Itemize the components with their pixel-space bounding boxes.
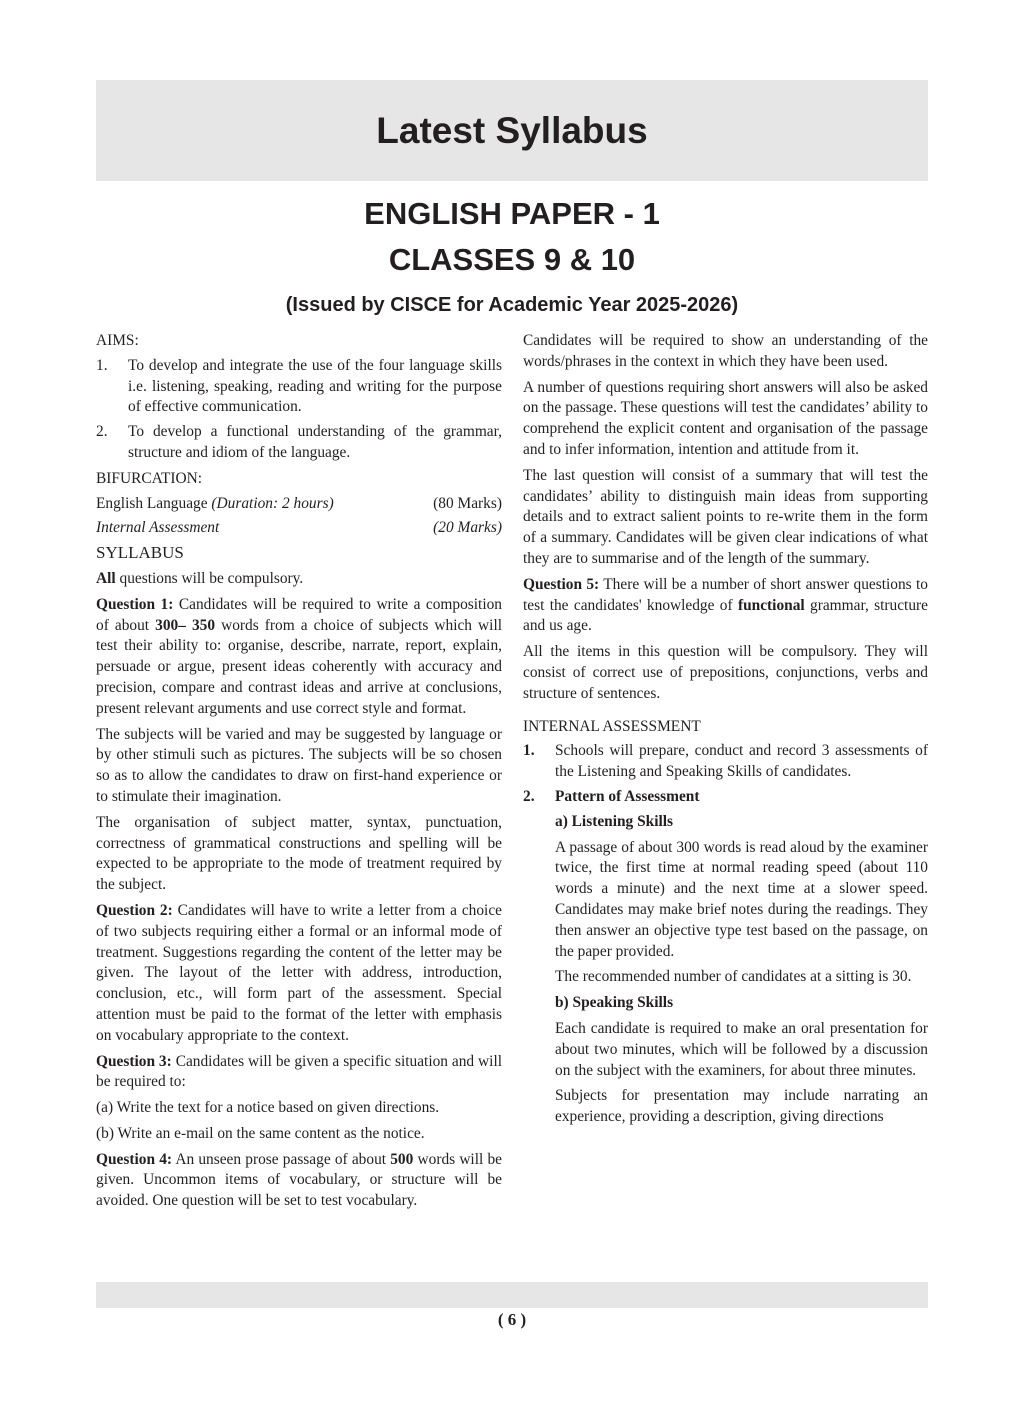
question-4-words: 500: [390, 1150, 414, 1168]
bifurcation-row-internal: [96, 518, 502, 539]
aim-text: To develop and integrate the use of the four language skills i.e. listening, speaking, reading and writing for the purpose of effective communication.: [128, 356, 502, 416]
question-4-text-a: An unseen prose passage of about: [172, 1150, 391, 1168]
question-4-label: Question 4:: [96, 1150, 173, 1168]
aim-item: [96, 356, 502, 418]
question-1-text-a: Candidates will be required to write a composition of about: [96, 595, 502, 634]
bifurcation-language-label: English Language: [96, 494, 208, 512]
organisation-paragraph: The organisation of subject matter, syntax, punctuation, correctness of grammatical constructions and spelling will be expected to be appropriate to the mode of treatment required by the subject.: [96, 813, 502, 894]
bifurcation-internal-label: Internal Assessment: [96, 519, 220, 537]
classes-title: CLASSES 9 & 10: [388, 242, 636, 277]
bifurcation-language-marks: (80 Marks): [433, 494, 502, 512]
page-title: Latest Syllabus: [376, 109, 648, 151]
speaking-paragraph-2: Subjects for presentation may include narrating an experience, providing a description, giving directions: [555, 1087, 928, 1126]
speaking-paragraph-1: Each candidate is required to make an oral presentation for about two minutes, which will be followed by a discussion on the subject with the examiners, for about three minutes.: [555, 1019, 928, 1079]
question-3-label: Question 3:: [96, 1052, 172, 1070]
page-number: ( 6 ): [497, 1310, 527, 1329]
question-3: [96, 1052, 502, 1094]
aim-number: 1.: [96, 356, 108, 374]
question-4: [96, 1150, 502, 1212]
internal-item-2-number: 2.: [523, 787, 535, 805]
listening-paragraph-2: The recommended number of candidates at a sitting is 30.: [555, 968, 912, 986]
aim-number: 2.: [96, 423, 108, 441]
question-2: [96, 901, 502, 1047]
question-5-bold: functional: [737, 596, 805, 614]
question-4-continued-3: The last question will consist of a summary that will test the candidates’ ability to distinguish main ideas from supporting details and to extract salient points to re-write them in the form of a summary. Candidates will be given clear indications of what they are to summarise and of the length of the summary.: [523, 466, 928, 567]
question-2-label: Question 2:: [96, 901, 173, 919]
question-5-text-a: There will be a number of short answer questions to test the candidates' knowledge of: [523, 575, 928, 614]
speaking-skills-heading: b) Speaking Skills: [555, 994, 674, 1012]
title-banner: [96, 80, 928, 181]
internal-item-1-text: Schools will prepare, conduct and record 3 assessments of the Listening and Speaking Skills of candidates.: [555, 742, 928, 781]
question-4-continued-2: A number of questions requiring short answers will also be asked on the passage. These questions will test the candidates’ ability to comprehend the explicit content and organisation of the passage and to infer information, intention and attitude from it.: [523, 378, 928, 458]
question-1-words: 300– 350: [155, 616, 216, 634]
bifurcation-internal-marks: (20 Marks): [433, 519, 502, 537]
question-5: [523, 575, 928, 637]
internal-item-2-text: Pattern of Assessment: [555, 787, 700, 805]
bifurcation-duration: (Duration: 2 hours): [211, 494, 334, 512]
compulsory-note: [96, 569, 502, 590]
aims-list: [96, 356, 502, 464]
question-2-text: Candidates will have to write a letter from a choice of two subjects requiring either a formal or an informal mode of treatment. Suggestions regarding the content of the letter may be given. The layout of the letter with address, introduction, conclusion, etc., will form part of the assessment. Special attention must be paid to the format of the letter with emphasis on vocabulary appropriate to the context.: [96, 901, 502, 1044]
aim-item: [96, 422, 502, 464]
question-1-label: Question 1:: [96, 595, 174, 613]
question-5-items: All the items in this question will be compulsory. They will consist of correct use of prepositions, conjunctions, verbs and structure of sentences.: [523, 643, 928, 702]
question-1: [96, 595, 502, 720]
left-column: [96, 331, 502, 1217]
aims-heading: AIMS:: [96, 332, 139, 349]
internal-item-1-number: 1.: [523, 742, 535, 760]
question-3-b: (b) Write an e-mail on the same content as the notice.: [96, 1124, 425, 1142]
subjects-paragraph: The subjects will be varied and may be suggested by language or by other stimuli such as pictures. The subjects will be so chosen so as to allow the candidates to draw on first-hand experience or to stimulate their imagination.: [96, 725, 502, 805]
listening-skills-heading: a) Listening Skills: [555, 812, 674, 830]
question-4-continued-1: Candidates will be required to show an understanding of the words/phrases in the context in which they have been used.: [523, 332, 928, 370]
paper-heading: [96, 192, 928, 318]
question-3-text: Candidates will be given a specific situation and will be required to:: [96, 1052, 502, 1091]
all-bold: All: [96, 569, 116, 587]
internal-item-1: [523, 741, 928, 783]
bifurcation-row-language: [96, 494, 502, 515]
question-5-label: Question 5:: [523, 575, 600, 593]
aim-text: To develop a functional understanding of the grammar, structure and idiom of the language.: [128, 423, 502, 461]
paper-title: ENGLISH PAPER - 1: [364, 196, 660, 231]
question-3-a: (a) Write the text for a notice based on given directions.: [96, 1099, 440, 1117]
question-5-text-b: grammar, structure and us age.: [523, 596, 928, 635]
compulsory-text: questions will be compulsory.: [115, 569, 304, 587]
issued-by-subtitle: (Issued by CISCE for Academic Year 2025-2026): [285, 294, 739, 316]
syllabus-heading: SYLLABUS: [96, 543, 184, 563]
assessment-pattern: [523, 812, 928, 1128]
question-4-text-b: words will be given. Uncommon items of vocabulary, or structure will be avoided. One question will be set to test vocabulary.: [96, 1150, 502, 1210]
bifurcation-heading: BIFURCATION:: [96, 469, 203, 487]
internal-item-2: [523, 787, 928, 808]
question-1-text-b: words from a choice of subjects which will test their ability to: organise, describe, narrate, report, explain, persuade or argue, present ideas coherently with accuracy and precision, compare and contrast ideas and arrive at conclusions, present relevant arguments and use correct style and format.: [96, 616, 502, 717]
listening-paragraph-1: A passage of about 300 words is read aloud by the examiner twice, the first time at normal reading speed (about 110 words a minute) and the next time at a slower speed. Candidates may make brief notes during the readings. They then answer an objective type test based on the passage, on the paper provided.: [555, 838, 928, 960]
footer-bar: [96, 1282, 928, 1308]
right-column: [523, 331, 928, 1133]
internal-assessment-heading: INTERNAL ASSESSMENT: [523, 717, 701, 735]
